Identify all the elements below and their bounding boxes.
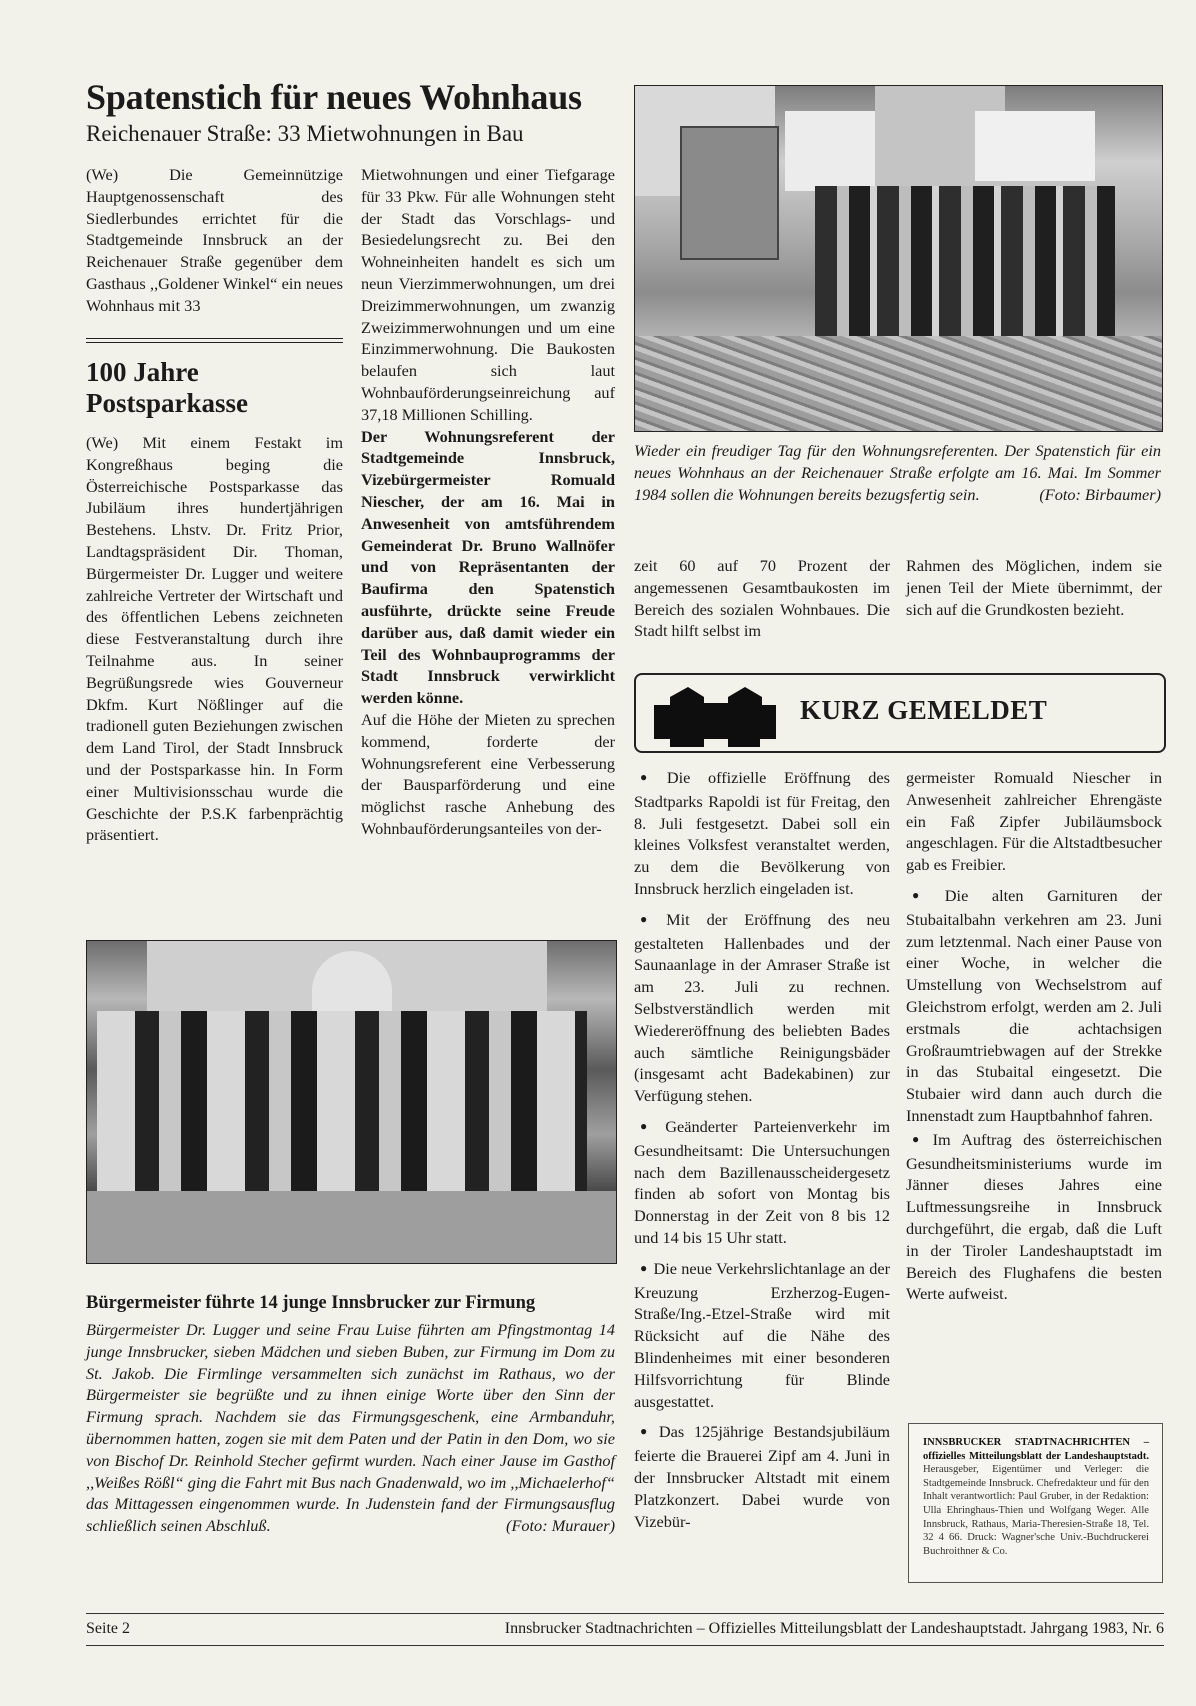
kurz-item: ● Das 125jährige Bestandsjubiläum feierte die Brauerei Zipf am 4. Juni in der Innsbrucker Altstadt mit einem Platzkonzert. Dabei wurde von Vizebür-: [634, 1421, 890, 1532]
photo-caption: [634, 440, 1161, 505]
imprint-box: [908, 1423, 1163, 1583]
photo-floor: [87, 1191, 616, 1263]
groundbreaking-photo: [634, 85, 1163, 432]
photo-ground: [635, 336, 1162, 431]
article-col2-end: Auf die Höhe der Mieten zu sprechen kommend, forderte der Wohnungsreferent eine Verbesserung der Bausparförderung und eine möglichst rasche Anhebung des Wohnbauförderungsanteiles von der-: [361, 709, 615, 838]
kurz-col2: [906, 767, 1162, 1305]
footer-rule-top: [86, 1613, 1164, 1614]
article-intro: (We) Die Gemeinnützige Hauptgenossenschaft des Siedlerbundes errichtet für die Stadtgemeinde Innsbruck an der Reichenauer Straße gegenüber dem Gasthaus ,,Goldener Winkel“ ein neues Wohnhaus mit 33: [86, 165, 343, 315]
photo-caption-text: Wieder ein freudiger Tag für den Wohnungsreferenten. Der Spatenstich für ein neues Wohnhaus an der Reichenauer Straße erfolgte am 16. Mai. Im Sommer 1984 sollen die Wohnungen bereits bezugsfertig sein.: [634, 441, 1161, 504]
photo-people: [815, 186, 1115, 336]
photo-children: [97, 1011, 587, 1191]
kurz-item: ● Die neue Verkehrslichtanlage an der Kreuzung Erzherzog-Eugen-Straße/Ing.-Etzel-Straße wird mit Rücksicht auf die Nähe des Blindenheimes mit einer besonderen Hilfsvorrichtung für Blinde ausgestattet.: [634, 1258, 890, 1413]
kurz-gemeldet-heading: KURZ GEMELDET: [800, 695, 1048, 725]
houses-icon: [652, 683, 778, 747]
footer-rule-bottom: [86, 1645, 1164, 1646]
article-cont-col2: [906, 555, 1162, 620]
kurz-gemeldet-banner: [634, 673, 1166, 753]
section-divider: [86, 338, 343, 343]
kurz-item: ● Im Auftrag des österreichischen Gesundheitsministeriums wurde im Jänner dieses Jahres eine Luftmessungsreihe in Innsbruck durchgeführt, die ergab, daß die Luft in der Tiroler Landeshauptstadt im Bereich des Flughafens die besten Werte aufweist.: [906, 1129, 1162, 1305]
kurz-item: ● Die alten Garnituren der Stubaitalbahn verkehren am 23. Juni zum letztenmal. Nach einer Pause von einer Woche, in welcher die Umstellung von Wechselstrom auf Gleichstrom erfolgt, werden am 2. Juli erstmals die achtachsigen Großraumtriebwagen auf der Strekke in das Stubaital eingesetzt. Die Stubaier wird dann auch durch die Innenstadt zum Hauptbahnhof fahren.: [906, 885, 1162, 1127]
kurz-item: ● Mit der Eröffnung des neu gestalteten Hallenbades und der Saunaanlage in der Amraser Straße ist am 23. Juli zu rechnen. Selbstverständlich werden mit Wiedereröffnung des beliebten Bades auch sämtliche Reinigungsbäder (insgesamt acht Badekabinen) zur Verfügung stehen.: [634, 909, 890, 1107]
photo-building: [785, 111, 875, 191]
imprint-text: [923, 1436, 1149, 1558]
article-col1: [86, 164, 343, 317]
psk-title-line1: 100 Jahre: [86, 357, 199, 387]
article-subtitle: Reichenauer Straße: 33 Mietwohnungen in Bau: [86, 121, 524, 146]
article-cont-text2: Rahmen des Möglichen, indem sie jenen Teil der Miete übernimmt, der sich auf die Grundkosten bezieht.: [906, 556, 1162, 619]
photo-bulldozer: [680, 126, 779, 260]
footer-page-number: Seite 2: [86, 1620, 130, 1637]
firmung-title: Bürgermeister führte 14 junge Innsbrucker zur Firmung: [86, 1293, 536, 1313]
article-cont-col1: [634, 555, 890, 642]
article-title: Spatenstich für neues Wohnhaus: [86, 77, 582, 117]
photo-building: [975, 111, 1095, 181]
footer-publication: Innsbrucker Stadtnachrichten – Offizielles Mitteilungsblatt der Landeshauptstadt. Jahrgang 1983, Nr. 6: [504, 1620, 1164, 1637]
kurz-item-cont: germeister Romuald Niescher in Anwesenheit zahlreicher Ehrengäste ein Faß Zipfer Jubiläumsbock angeschlagen. Für die Altstadtbesucher gab es Freibier.: [906, 768, 1162, 875]
imprint-title: INNSBRUCKER STADTNACHRICHTEN – offizielles Mitteilungsblatt der Landeshauptstadt.: [923, 1437, 1149, 1462]
article-col2: [361, 164, 615, 840]
kurz-item: ● Die offizielle Eröffnung des Stadtparks Rapoldi ist für Freitag, den 8. Juli festgesetzt. Dabei soll ein kleines Volksfest veranstaltet werden, zu dem die Bevölkerung von Innsbruck herzlich eingeladen ist.: [634, 767, 890, 900]
psk-title-line2: Postsparkasse: [86, 388, 249, 418]
psk-body-col: [86, 432, 343, 846]
psk-title: [86, 357, 248, 419]
firmung-body: Bürgermeister Dr. Lugger und seine Frau Luise führten am Pfingstmontag 14 junge Innsbrucker, sieben Mädchen und sieben Buben, zur Firmung im Dom zu St. Jakob. Die Firmlinge versammelten sich zunächst im Rathaus, wo der Bürgermeister sie begrüßte und zu ihnen einige Worte über den Sinn der Firmung sprach. Nachdem sie das Firmungsgeschenk, eine Armbanduhr, übernommen hatten, zogen sie mit dem Paten und der Patin in den Dom, wo sie von Bischof Dr. Reinhold Stecher gefirmt wurden. Nach einer Jause im Gasthof ,,Weißes Rößl“ ging die Fahrt mit Bus nach Gnadenwald, wo im ,,Michaelerhof“ das Mittagessen eingenommen wurde. In Judenstein fand der Firmungsausflug schließlich seinen Abschluß.: [86, 1320, 615, 1536]
firmung-group-photo: [86, 940, 617, 1264]
article-col2-bold: Der Wohnungsreferent der Stadtgemeinde Innsbruck, Vizebürgermeister Romuald Niescher, der am 16. Mai in Anwesenheit von amtsführendem Gemeinderat Dr. Bruno Wallnöfer und von Repräsentanten der Baufirma den Spatenstich ausführte, drückte seine Freude darüber aus, daß damit wieder ein Teil des Wohnbauprogramms der Stadt Innsbruck verwirklicht werden könne.: [361, 426, 615, 708]
kurz-item: ● Geänderter Parteienverkehr im Gesundheitsamt: Die Untersuchungen nach dem Bazillenausscheidergesetz finden ab sofort von Montag bis Donnerstag in der Zeit von 8 bis 12 und 14 bis 15 Uhr statt.: [634, 1116, 890, 1249]
firmung-photo-credit: (Foto: Murauer): [506, 1516, 615, 1536]
imprint-details: Herausgeber, Eigentümer und Verleger: die Stadtgemeinde Innsbruck. Chefredakteur und für den Inhalt verantwortlich: Paul Gruber, in der Redaktion: Ulla Ehringhaus-Thien und Wolfgang Weger. Alle Innsbruck, Rathaus, Maria-Theresien-Straße 18, Tel. 32 4 66. Druck: Wagner'sche Univ.-Buchdruckerei Buchroithner & Co.: [923, 1464, 1149, 1557]
photo-credit: (Foto: Birbaumer): [1039, 484, 1161, 504]
article-cont-text1: zeit 60 auf 70 Prozent der angemessenen Gesamtbaukosten im Bereich des sozialen Wohnbaues. Die Stadt hilft selbst im: [634, 556, 890, 641]
article-col2-regular: Mietwohnungen und einer Tiefgarage für 33 Pkw. Für alle Wohnungen steht der Stadt das Vorschlags- und Besiedelungsrecht zu. Bei den Wohneinheiten handelt es sich um neun Vierzimmerwohnungen, um drei Dreizimmerwohnungen, um zwanzig Zweizimmerwohnungen und um eine Einzimmerwohnung. Die Baukosten belaufen sich laut Wohnbauförderungseinreichung auf 37,18 Millionen Schilling.: [361, 165, 615, 424]
psk-body: (We) Mit einem Festakt im Kongreßhaus beging die Österreichische Postsparkasse das Jubiläum ihres hundertjährigen Bestehens. Lhstv. Dr. Fritz Prior, Landtagspräsident Dir. Thoman, Bürgermeister Dr. Lugger und weitere zahlreiche Vertreter der Wirtschaft und des öffentlichen Lebens zeichneten diese Festveranstaltung durch ihre Teilnahme aus. In seiner Begrüßungsrede wies Gouverneur Dkfm. Kurt Nößlinger auf die tradionell guten Beziehungen zwischen dem Land Tirol, der Stadt Innsbruck und der Postsparkasse hin. In Form einer Multivisionsschau wurde die Geschichte der P.S.K farbenprächtig präsentiert.: [86, 433, 343, 845]
firmung-body-block: [86, 1319, 615, 1537]
kurz-col1: [634, 767, 890, 1532]
